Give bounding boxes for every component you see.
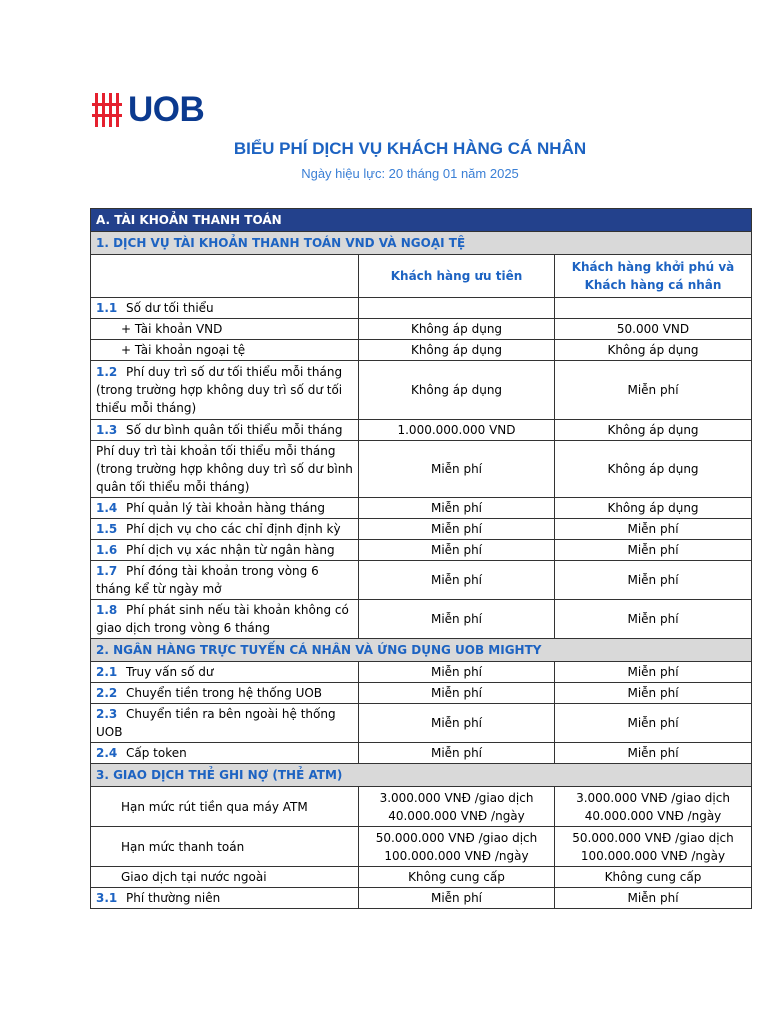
col-priority-header: Khách hàng ưu tiên [359, 255, 555, 298]
section-header-1: 1. DỊCH VỤ TÀI KHOẢN THANH TOÁN VND VÀ NGOẠI TỆ [91, 232, 752, 255]
section-header-a: A. TÀI KHOẢN THANH TOÁN [91, 209, 752, 232]
table-row: 1.3 Số dư bình quân tối thiểu mỗi tháng 1.000.000.000 VND Không áp dụng [91, 420, 752, 441]
table-row: 2.1 Truy vấn số dư Miễn phí Miễn phí [91, 662, 752, 683]
table-row: 1.7 Phí đóng tài khoản trong vòng 6 tháng kể từ ngày mở Miễn phí Miễn phí [91, 561, 752, 600]
column-header-row [91, 255, 752, 298]
table-row: 2.2 Chuyển tiền trong hệ thống UOB Miễn phí Miễn phí [91, 683, 752, 704]
section-header-2: 2. NGÂN HÀNG TRỰC TUYẾN CÁ NHÂN VÀ ỨNG DỤNG UOB MIGHTY [91, 639, 752, 662]
fee-table [90, 208, 752, 909]
table-row: 1.6 Phí dịch vụ xác nhận từ ngân hàng Miễn phí Miễn phí [91, 540, 752, 561]
brand-name: UOB [128, 90, 205, 129]
table-row: 1.1 Số dư tối thiểu [91, 298, 752, 319]
uob-logo-mark-icon [92, 93, 122, 127]
table-row: 1.2 Phí duy trì số dư tối thiểu mỗi tháng (trong trường hợp không duy trì số dư tối thiểu mỗi tháng) Không áp dụng Miễn phí [91, 361, 752, 420]
uob-logo [92, 90, 205, 129]
table-row: 1.4 Phí quản lý tài khoản hàng tháng Miễn phí Không áp dụng [91, 498, 752, 519]
table-row: + Tài khoản ngoại tệ Không áp dụng Không áp dụng [91, 340, 752, 361]
effective-date: Ngày hiệu lực: 20 tháng 01 năm 2025 [301, 166, 519, 181]
table-row: 2.4 Cấp token Miễn phí Miễn phí [91, 743, 752, 764]
table-row: Giao dịch tại nước ngoài Không cung cấp Không cung cấp [91, 867, 752, 888]
page-title: BIỂU PHÍ DỊCH VỤ KHÁCH HÀNG CÁ NHÂN [233, 139, 587, 158]
table-row: Phí duy trì tài khoản tối thiểu mỗi tháng (trong trường hợp không duy trì số dư bình quân tối thiểu mỗi tháng) Miễn phí Không áp dụng [91, 441, 752, 498]
section-header-3: 3. GIAO DỊCH THẺ GHI NỢ (THẺ ATM) [91, 764, 752, 787]
table-row: Hạn mức rút tiền qua máy ATM 3.000.000 VNĐ /giao dịch 40.000.000 VNĐ /ngày 3.000.000 VNĐ /giao dịch 40.000.000 VNĐ /ngày [91, 787, 752, 827]
table-row: Hạn mức thanh toán 50.000.000 VNĐ /giao dịch 100.000.000 VNĐ /ngày 50.000.000 VNĐ /giao dịch 100.000.000 VNĐ /ngày [91, 827, 752, 867]
table-row: 3.1 Phí thường niên Miễn phí Miễn phí [91, 888, 752, 909]
table-row: + Tài khoản VND Không áp dụng 50.000 VND [91, 319, 752, 340]
table-row: 1.5 Phí dịch vụ cho các chỉ định định kỳ Miễn phí Miễn phí [91, 519, 752, 540]
table-row: 1.8 Phí phát sinh nếu tài khoản không có giao dịch trong vòng 6 tháng Miễn phí Miễn phí [91, 600, 752, 639]
table-row: 2.3 Chuyển tiền ra bên ngoài hệ thống UOB Miễn phí Miễn phí [91, 704, 752, 743]
col-personal-header: Khách hàng khởi phú và Khách hàng cá nhân [555, 255, 752, 298]
